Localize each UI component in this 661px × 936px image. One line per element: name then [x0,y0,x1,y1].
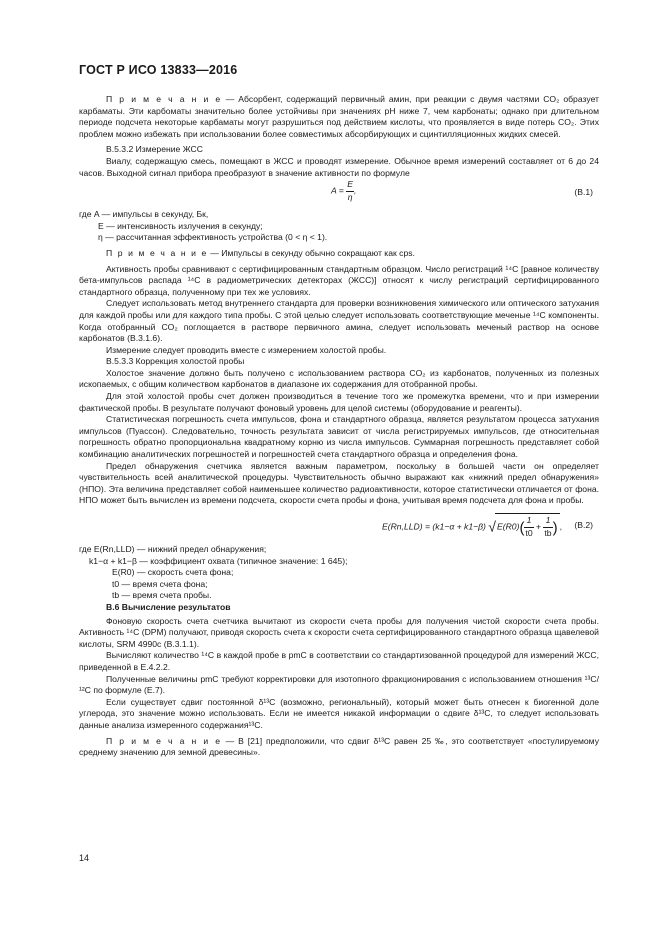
paragraph-statistical-error: Статистическая погрешность счета импульсов, фона и стандартного образца, является результатом процесса затухания импульсов (Пуассон). Следовательно, точность результата зависит от числа регистрируемых импульсов, где относительная погрешность обратно пропорциональна квадратному корню из числа импульсов. Суммарная погрешность представляет собой комбинацию аналитических погрешностей и погрешностей счета стандартного образца и определения фона. [79,414,599,460]
formula-b1-fraction [346,179,357,203]
where-list-b1 [79,209,599,244]
note-text: — В [21] предположили, что сдвиг δ¹³C равен 25 ‰, это соответствует «постулируемому среднему значению для земной древесины». [79,735,599,758]
where-item: где A — импульсы в секунду, Бк, [79,209,209,220]
formula-b2 [79,510,599,544]
formula-b1-denominator: η [347,191,353,202]
fraction-denominator: tb [544,527,552,538]
paragraph-measure-blank: Измерение следует проводить вместе с измерением холостой пробы. [106,344,387,355]
open-paren: ( [519,519,525,537]
paragraph-internal-standard: Следует использовать метод внутреннего стандарта для проверки возникновения химического или оптического затухания для каждой пробы или для каждого типа пробы. С этой целью следует использовать соответствующие меченые ¹⁴C компоненты. Когда отобранный CO₂ поглощается в растворе первичного амина, следует использовать меченый раствор на основе карбонатов (В.3.1.6). [79,298,599,344]
where-item: k1−α + k1−β — коэффициент охвата (типичное значение: 1 645); [89,555,348,566]
paragraph-delta-shift: Если существует сдвиг постоянной δ¹³C (возможно, региональный), который может быть отнесен к биогенной доле углерода, это значение можно использовать. Если не имеется никакой информации о сдвиге δ¹³C, то следует использовать данные анализа измеренного содержания¹³C. [79,696,599,730]
formula-b2-expression [382,513,562,539]
where-list-b2 [79,544,599,602]
where-item: где E(Rn,LLD) — нижний предел обнаружения; [79,544,267,554]
note-absorbent [79,94,599,140]
paragraph-activity: Активность пробы сравнивают с сертифицированным стандартным образцом. Число регистраций ¹⁴C [равное количеству бета-импульсов распада ¹⁴C в радиометрических детекторах (ЖСС)] относят к числу регистраций сертифицированного стандартного образца, полученному при тех же условиях. [79,263,599,297]
note-cps [79,248,599,260]
paragraph-calculate: Вычисляют количество ¹⁴C в каждой пробе в pmC в соответствии со стандартизованной процедурой для измерений ЖСС, приведенной в Е.4.2.2. [79,650,599,672]
section-b6-heading: В.6 Вычисление результатов [106,601,231,612]
where-item: η — рассчитанная эффективность устройства (0 < η < 1). [98,232,328,243]
note-text: — Импульсы в секунду обычно сокращают как cps. [207,247,415,258]
formula-b2-plus: + [536,521,542,532]
note-label: П р и м е ч а н и е [106,735,222,746]
formula-b1-expression [331,179,356,203]
formula-b2-root-inner: E(R0) [496,521,520,532]
formula-b2-fraction-1 [524,515,533,539]
paragraph-blank-value: Холостое значение должно быть получено с использованием раствора CO₂ из карбонатов, полученных из полезных ископаемых, с общим количеством карбонатов в диапазоне их содержания для отобранной пробы. [79,367,599,390]
where-item: E(R0) — скорость счета фона; [112,567,234,578]
formula-b2-fraction-2 [543,515,552,539]
note-wood [79,736,599,759]
where-item: E — интенсивность излучения в секунду; [98,220,263,231]
section-b533-heading: В.5.3.3 Коррекция холостой пробы [106,356,245,367]
formula-b1-tail: , [353,185,357,196]
note-label: П р и м е ч а н и е [106,247,208,258]
paragraph-background-rate: Фоновую скорость счета счетчика вычитают из скорости счета пробы для получения чистой скорости счета пробы. Активность ¹⁴C (DPM) получают, приводя скорость счета к скорости счета сертифицированного стандартного образца щавелевой кислоты, SRM 4990c (В.3.1.1). [79,615,599,649]
formula-b2-radicand [495,513,560,539]
sqrt-symbol: √ [488,518,496,535]
note-text: — Абсорбент, содержащий первичный амин, при реакции с двумя частями CO₂ образует карбаматы. Эти карбоматы значительно более устойчивы при значениях pH ниже 7, чем карбонаты; однако при длительном периоде подсчета некоторые карбаматы могут разрушиться под действием кислоты, что проявляется в виде потерь CO₂. Этих проблем можно избежать при использовании более совместимых абсорбирующих и сцинтилляционных жидких смесей. [79,94,599,139]
formula-b2-number: (В.2) [574,520,593,530]
note-label: П р и м е ч а н и е [106,94,222,104]
paragraph-blank-count: Для этой холостой пробы счет должен производиться в течение того же промежутка времени, что и при измерении фактической пробы. В результате получают фоновый уровень для целой системы (оборудование и реагенты). [79,391,599,413]
fraction-denominator: t0 [525,527,533,538]
formula-b1-lhs: A = [331,185,344,196]
document-body [79,94,599,759]
page-number: 14 [79,853,90,863]
where-item: t0 — время счета фона; [112,578,208,589]
formula-b2-tail: , [559,521,562,532]
formula-b1-numerator: E [346,179,354,192]
paragraph-vial: Виалу, содержащую смесь, помещают в ЖСС и проводят измерение. Обычное время измерений составляет от 6 до 24 часов. Выходной сигнал прибора преобразуют в значение активности по формуле [79,155,599,178]
formula-b2-lhs: E(Rn,LLD) = (k1−α + k1−β) [382,521,486,532]
formula-b1 [79,179,599,209]
paragraph-detection-limit: Предел обнаружения счетчика является важным параметром, поскольку в большей части он определяет чувствительность всей аналитической процедуры. Чувствительность обычно выражают как «нижний предел обнаружения» (НПО). Эта величина представляет собой наименьшее количество радиоактивности, которое статистически отличается от фона. НПО может быть вычислен из времени подсчета, скорости счета пробы и фона, учитывая время подсчета для фона и пробы. [79,460,599,506]
paragraph-correction: Полученные величины pmC требуют корректировки для изотопного фракционирования с использованием отношения ¹³C/¹²C по формуле (Е.7). [79,673,599,696]
fraction-numerator: 1 [543,515,552,528]
formula-b1-number: (В.1) [574,187,593,198]
close-paren: ) [552,519,558,537]
section-b532-heading: В.5.3.2 Измерение ЖСС [106,144,203,155]
where-item: tb — время счета пробы. [112,590,212,601]
page-header-title: ГОСТ Р ИСО 13833—2016 [79,63,238,77]
fraction-numerator: 1 [524,515,533,528]
